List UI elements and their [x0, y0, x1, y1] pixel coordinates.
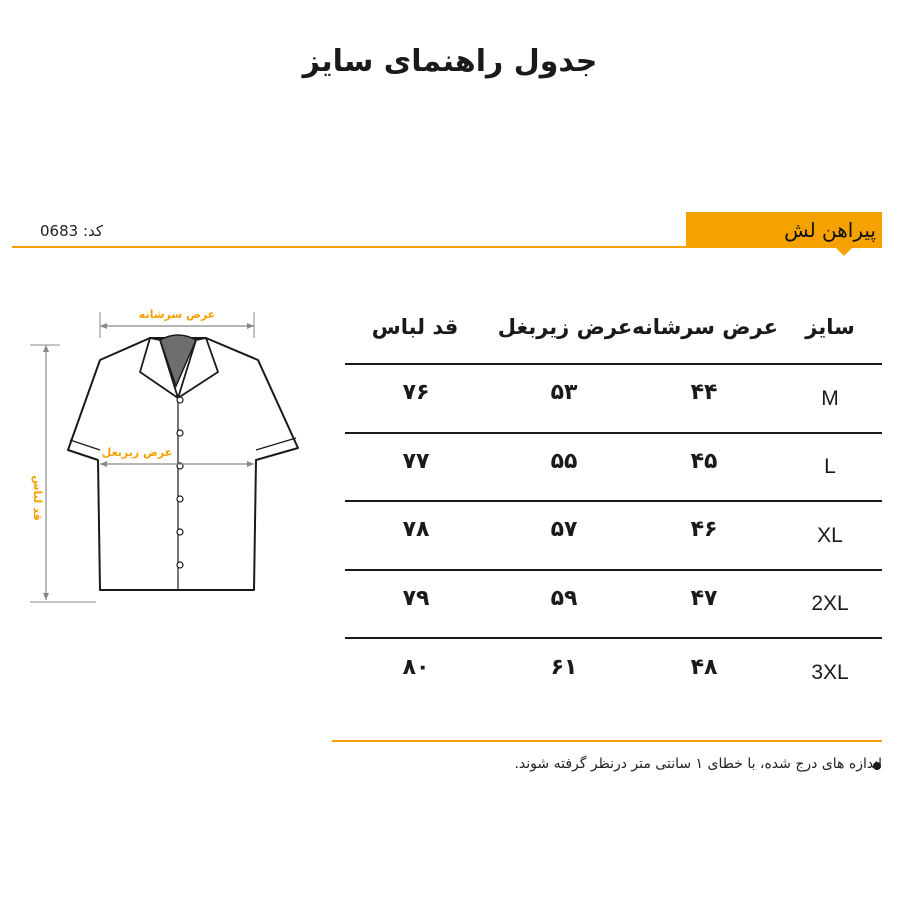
size-cell: M — [821, 387, 839, 410]
tag-notch — [834, 246, 854, 256]
chest-cell: ۵۷ — [550, 517, 578, 542]
table-divider — [345, 432, 882, 434]
measurement-note: اندازه های درج شده، با خطای ۱ سانتی متر درنظر گرفته شوند. — [514, 756, 882, 772]
product-name-tag — [686, 212, 882, 248]
size-cell: 2XL — [811, 592, 849, 615]
size-cell: 3XL — [811, 661, 849, 684]
chest-cell: ۵۳ — [550, 380, 578, 405]
length-cell: ۷۹ — [402, 586, 430, 611]
chest-cell: ۶۱ — [550, 655, 578, 680]
header-length: قد لباس — [371, 315, 459, 339]
chest-width-label: عرض زیربغل — [101, 446, 173, 459]
header-size: سایز — [805, 315, 855, 339]
table-divider — [345, 363, 882, 365]
product-name: پیراهن لش — [784, 218, 876, 242]
shoulder-cell: ۴۷ — [690, 586, 718, 611]
header-shoulder: عرض سرشانه — [632, 315, 778, 339]
table-divider — [345, 637, 882, 639]
shoulder-cell: ۴۵ — [690, 449, 718, 474]
length-cell: ۷۶ — [402, 380, 430, 405]
product-code: کد: 0683 — [40, 222, 104, 240]
length-cell: ۷۸ — [402, 517, 430, 542]
footer-divider — [332, 740, 882, 742]
table-divider — [345, 500, 882, 502]
length-cell: ۸۰ — [402, 655, 430, 680]
size-cell: L — [824, 455, 836, 478]
header-chest: عرض زیربغل — [497, 315, 633, 339]
length-label: قد لباس — [31, 475, 44, 521]
length-cell: ۷۷ — [402, 449, 430, 474]
shoulder-width-label: عرض سرشانه — [138, 308, 216, 321]
page-title: جدول راهنمای سایز — [302, 44, 598, 79]
size-cell: XL — [817, 524, 843, 547]
shoulder-cell: ۴۸ — [690, 655, 718, 680]
chest-cell: ۵۵ — [550, 449, 578, 474]
table-divider — [345, 569, 882, 571]
chest-cell: ۵۹ — [550, 586, 578, 611]
shirt-diagram-icon — [0, 290, 310, 620]
shoulder-cell: ۴۴ — [690, 380, 718, 405]
shoulder-cell: ۴۶ — [690, 517, 718, 542]
